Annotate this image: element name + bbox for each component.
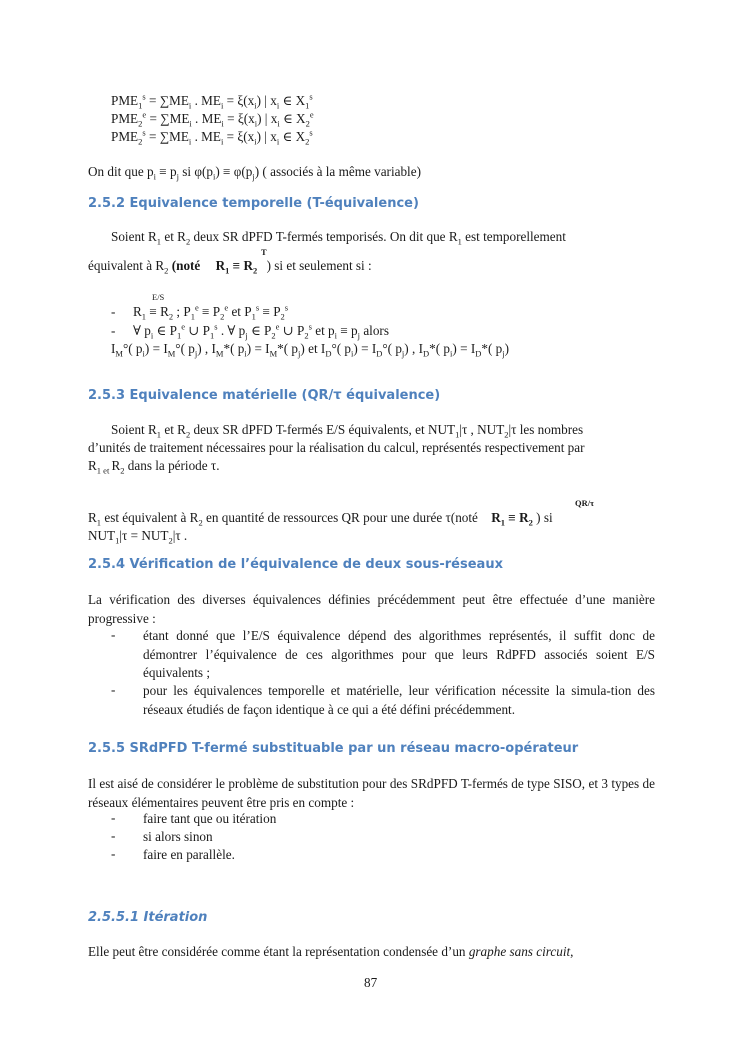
sec252-para-line-2: équivalent à $R_2$ (noté $R_1 \equiv R_2$ ) si et seulement si : — [88, 258, 372, 276]
sec253-para-line-4: $R_1$ est équivalent à $R_2$ en quantité de ressources QR pour une durée τ(noté $R_1 \equiv R_2$ ) si — [88, 510, 553, 528]
sec252-condition-2: ∀ $p_i$ ∈ $P_1^e$ ∪ $P_1^s$ . ∀ $p_j$ ∈ $P_2^e$ ∪ $P_2^s$ et $p_i \equiv p_j$ alors — [133, 321, 389, 341]
sec255-bullet-2: si alors sinon — [143, 829, 213, 844]
page-number: 87 — [364, 975, 378, 990]
sec254-bullet-1: étant donné que l’E/S équivalence dépend des algorithmes représentés, il suffit donc de démontrer l’équivalence de ces algorithmes pour que leurs RdPFD associés soient E/S équivalents ; — [143, 628, 655, 680]
association-definition: On dit que $p_i \equiv p_j$ si $\varphi(p_i) \equiv \varphi(p_j)$ ( associés à la même variable) — [88, 164, 421, 182]
bullet-dash: - — [111, 304, 116, 319]
bullet-dash: - — [111, 323, 116, 338]
section-heading-2-5-2: 2.5.2 Equivalence temporelle (T-équivalence) — [88, 196, 419, 211]
sec253-para-line-2: d’unités de traitement nécessaires pour la réalisation du calcul, représentés respectivement par — [88, 440, 585, 455]
section-heading-2-5-5: 2.5.5 SRdPFD T-fermé substituable par un réseau macro-opérateur — [88, 741, 579, 756]
sec255-bullet-1: faire tant que ou itération — [143, 811, 277, 826]
es-relation-label: E/S — [152, 292, 165, 302]
sec2551-para: Elle peut être considérée comme étant la représentation condensée d’un graphe sans circuit, — [88, 944, 574, 959]
section-heading-2-5-3: 2.5.3 Equivalence matérielle (QR/τ équivalence) — [88, 388, 441, 403]
sec252-para-line-1: Soient $R_1$ et $R_2$ deux SR dPFD T-fermés temporisés. On dit que $R_1$ est temporellement — [111, 229, 566, 247]
sec253-para-line-5: $NUT_1|\tau = NUT_2|\tau$ . — [88, 528, 188, 546]
sec255-bullet-3: faire en parallèle. — [143, 847, 235, 862]
pme-line-2: $PME_2^e = \sum ME_i$ . $ME_i = \xi(x_i)$ | $x_i$ ∈ $X_2^e$ — [111, 109, 314, 129]
sec253-para-line-1: Soient $R_1$ et $R_2$ deux SR dPFD T-fermés E/S équivalents, et $NUT_1|\tau$ , $NUT_2|\tau$ les nombres — [111, 422, 584, 440]
bullet-dash: - — [111, 627, 116, 642]
t-equivalence-relation: $R_1 \equiv R_2$ — [215, 258, 258, 276]
bullet-dash: - — [111, 810, 116, 825]
sec252-condition-3: $I_M^\circ$( $p_i) = I_M^\circ$( $p_j$) , $I_M*$( $p_i) = I_M*$( $p_j$) et $I_D^\circ$( $p_i) = I_D^\circ$( $p_j$) , $I_D*$( $p_i) = I_D*$( $p_j$) — [111, 341, 510, 359]
sec252-condition-1: $R_1 \equiv R_2$ ; $P_1^e \equiv P_2^e$ et $P_1^s \equiv P_2^s$ — [133, 302, 289, 322]
section-heading-2-5-5-1: 2.5.5.1 Itération — [88, 910, 208, 925]
sec255-intro: Il est aisé de considérer le problème de substitution pour des SRdPFD T-fermés de type SISO, et 3 types de réseaux élémentaires peuvent être pris en compte : — [88, 776, 655, 810]
t-relation-label: T — [261, 247, 267, 257]
bullet-dash: - — [111, 846, 116, 861]
qr-equivalence-relation: $R_1 \equiv R_2$ — [491, 510, 533, 528]
bullet-dash: - — [111, 682, 116, 697]
sec254-intro: La vérification des diverses équivalences définies précédemment peut être effectuée d’une manière progressive : — [88, 592, 655, 626]
pme-line-1: $PME_1^s = \sum ME_i$ . $ME_i = \xi(x_i)$ | $x_i$ ∈ $X_1^s$ — [111, 91, 313, 111]
section-heading-2-5-4: 2.5.4 Vérification de l’équivalence de deux sous-réseaux — [88, 557, 503, 572]
pme-line-3: $PME_2^s = \sum ME_i$ . $ME_i = \xi(x_i)$ | $x_i$ ∈ $X_2^s$ — [111, 127, 313, 147]
sec253-para-line-3: $R_{1 et}$ $R_2$ dans la période τ. — [88, 458, 220, 476]
sec254-bullet-2: pour les équivalences temporelle et matérielle, leur vérification nécessite la simula-tion des réseaux étudiés de façon identique à ce qui a été défini précédemment. — [143, 683, 655, 717]
qr-relation-label: QR/τ — [575, 498, 595, 508]
bullet-dash: - — [111, 828, 116, 843]
